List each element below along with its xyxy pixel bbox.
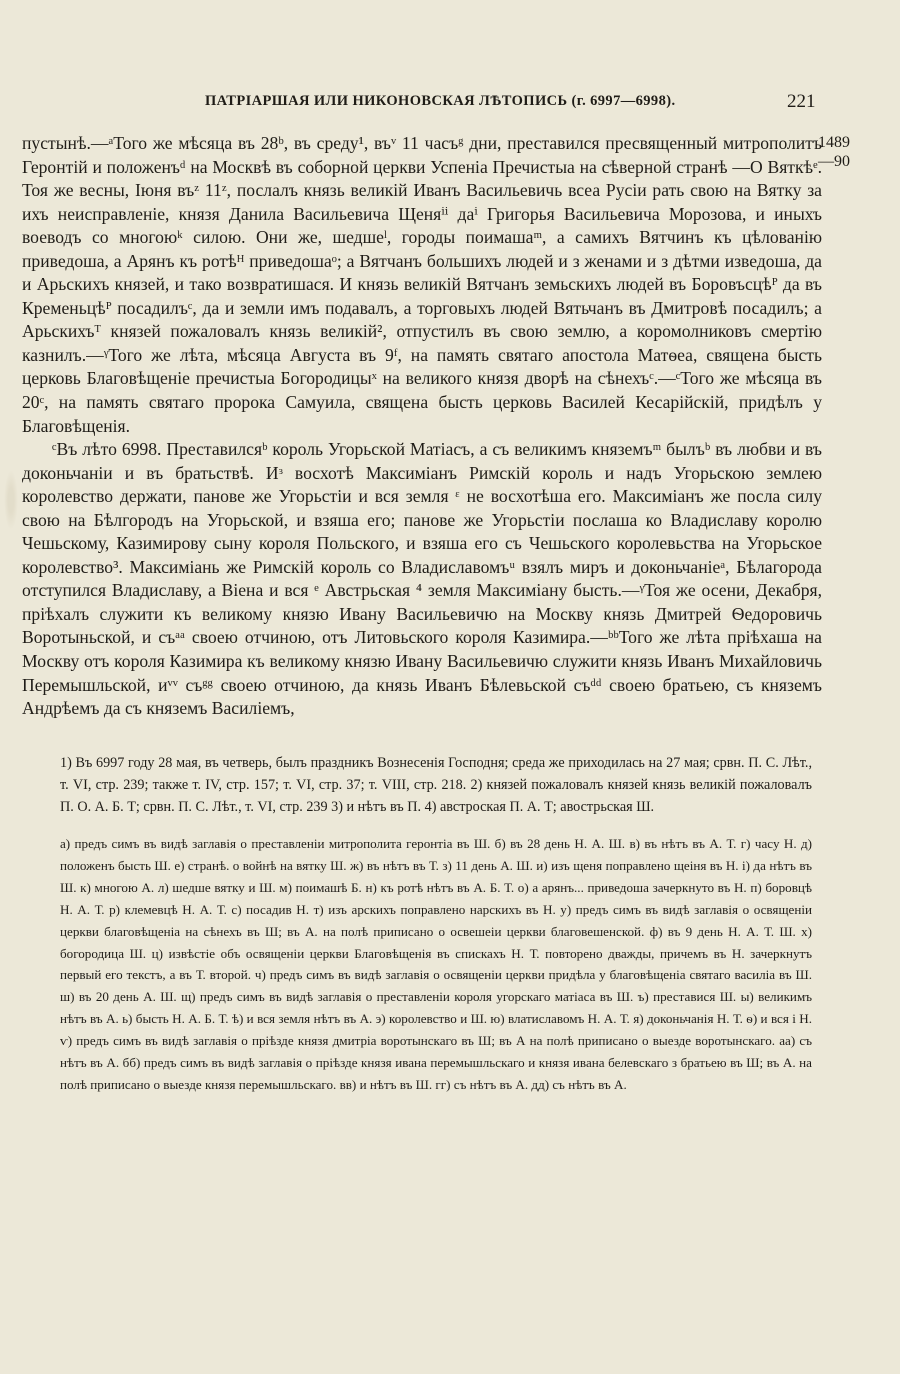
variant-readings (60, 833, 812, 1096)
numbered-footnotes (60, 752, 812, 819)
running-head: ПАТРІАРШАЯ ИЛИ НИКОНОВСКАЯ ЛѢТОПИСЬ (г. 6997—6998). (205, 93, 676, 109)
paragraph-6998: ᶜВъ лѣто 6998. Преставилсяᵇ король Угорьской Матіасъ, а съ великимъ княземъᵐ былъᵇ въ любви и въ доконьчаніи и въ братьствѣ. Иᶟ восхотѣ Максиміанъ Римскій король и надъ Угорьскою землею королевство держати, панове же Угорьстіи и вся земля ᵋ не восхотѣша его. Максиміанъ же посла силу свою на Бѣлгородъ на Угорьской, и взяша его; панове же Угорьстіи послаша ко Владиславу королю Чешьскому, Казимирову сыну короля Польского, и взяша его съ Чешьского королевьства на Угорьское королевство³. Максиміань же Римскій король со Владиславомъᵘ взялъ миръ и доконьчаніеᵃ, Бѣлагорода отступился Владиславу, а Віена и вся ᵉ Австрьская ⁴ земля Максиміану бысть.—ᵞТоя же осени, Декабря, пріѣхалъ служити къ великому князю Ивану Васильевичю на Москву князь Дмитрей Ѳедоровичь Воротыньской, и съᵃᵃ своею отчиною, отъ Литовьского короля Казимира.—ᵇᵇТого же лѣта пріѣхаша на Москву отъ короля Казимира къ великому князю Ивану Васильевичю служити князь Иванъ Михайловичь Перемышльской, иᵛᵛ съᵍᵍ своею отчиною, да князь Иванъ Бѣлевьской съᵈᵈ своею братьею, съ княземъ Андрѣемъ да съ княземъ Василіемъ, (22, 439, 822, 719)
page-header (0, 93, 900, 117)
variants-text: а) предъ симъ въ видѣ заглавія о преставленіи митрополита геронтіа въ Ш. б) въ 28 день Н. А. Ш. в) въ нѣтъ въ А. Т. г) часу Н. д) положенъ бысть Ш. е) странѣ. о войнѣ на вятку Ш. ж) въ нѣтъ въ Т. з) 11 день А. Ш. и) изъ щеня поправлено щеіня въ Н. і) да нѣтъ въ Ш. к) многою А. л) шедше вятку и Ш. м) поимашѣ Б. н) къ ротѣ нѣтъ въ А. Б. Т. о) а арянъ... приведоша зачеркнуто въ Н. п) боровцѣ Н. А. Т. р) клемевцѣ Н. А. Т. с) посадив Н. т) изъ арскихъ поправлено нарскихъ въ Н. у) предъ симъ въ видѣ заглавія о освященіи церкви благовѣщеніа на сѣнехъ въ Ш; въ А. на полѣ приписано о освешеіи церкви благовешенской. ф) въ 9 день Н. А. Т. Ш. х) богородица Ш. ц) извѣстіе объ освященіи церкви Благовѣщенія въ спискахъ Н. Т. повторено дважды, причемъ въ Н. зачеркнутъ первый его текстъ, а въ Т. второй. ч) предъ симъ въ видѣ заглавія о освященіи церкви придѣла у благовѣщеніа святаго василіа въ Ш. ш) въ 20 день А. Ш. щ) предъ симъ въ видѣ заглавія о преставленіи короля угорскаго матіаса въ Ш. ъ) преставися Ш. ы) великимъ нѣтъ въ А. ь) бысть Н. А. Б. Т. ѣ) и вся земля нѣтъ въ А. э) королевство и Ш. ю) влатиславомъ Н. А. Т. я) доконьчанія Н. Т. ѳ) и вся і Н. ѵ) предъ симъ въ видѣ заглавія о пріѣзде князя дмитріа воротынскаго въ Ш; въ А на полѣ приписано о выезде воротынскаго. аа) съ нѣтъ въ А. бб) предъ симъ въ видѣ заглавія о пріѣзде князя ивана перемышльскаго и князя ивана белевскаго з братьею въ Ш; въ А. на полѣ приписано о выезде князя перемышльскаго. вв) и нѣтъ въ Ш. гг) съ нѣтъ въ А. дд) съ нѣтъ въ А. (60, 836, 812, 1092)
paragraph-6997: пустынѣ.—ᵃТого же мѣсяца въ 28ᵇ, въ среду¹, въᵛ 11 часъᵍ дни, преставился пресвященный митрополитъ Геронтій и положенъᵈ на Москвѣ въ соборной церкви Успеніа Пречистыа на сѣверной странѣ —О Вяткѣᵉ. Тоя же весны, Іюня въᶻ 11ᶻ, послалъ князь великій Иванъ Васильевичь всеа Русіи рать свою на Вятку за ихъ неисправленіе, князя Данила Васильевича Щеняⁱⁱ даⁱ Григорья Васильевича Морозова, и иныхъ воеводъ со многоюᵏ силою. Они же, шедшеˡ, городы поимашаᵐ, а самихъ Вятчинъ къ цѣлованію приведоша, а Арянъ къ ротѣᴴ приведошаᵒ; а Вятчанъ большихъ людей и з женами и з дѣтми изведоша, да и Арьскихъ князей, и тако возвратишася. И князь великій Вятчанъ земьскихъ людей въ Боровъсцѣᴾ да въ Кременьцѣᴾ посадилъᶜ, да и земли имъ подавалъ, а торговыхъ людей Вятьчанъ въ Дмитровѣ посадилъ; а Арьскихъᵀ князей пожаловалъ князь великій², отпустилъ въ свою землю, а коромолниковъ смертію казнилъ.—ᵞТого же лѣта, мѣсяца Августа въ 9ᶠ, на память святаго апостола Матѳеа, священа бысть церковь Благовѣщеніе пречистыа Богородицыˣ на великого князя дворѣ на сѣнехъᶜ.—ᶜТого же мѣсяца въ 20ᶜ, на память святаго пророка Самуила, священа бысть церковь Василей Кесарійскій, придѣлъ у Благовѣщенія. (22, 133, 822, 436)
main-text (22, 132, 822, 721)
footnotes-text: 1) Въ 6997 году 28 мая, въ четверь, былъ праздникъ Вознесенія Господня; среда же приходилась на 27 мая; срвн. П. С. Лѣт., т. VI, стр. 239; также т. IV, стр. 157; т. VI, стр. 37; т. VIII, стр. 218. 2) князей пожаловалъ князей князь великій пожаловалъ П. О. А. Б. Т; срвн. П. С. Лѣт., т. VI, стр. 239 3) и нѣтъ въ П. 4) австроская П. А. Т; авострьская Ш. (60, 755, 812, 816)
page-number: 221 (787, 91, 816, 112)
paper-stain (4, 470, 18, 530)
margin-year-start: 1489 (818, 134, 850, 151)
margin-year-end: —90 (818, 153, 850, 170)
